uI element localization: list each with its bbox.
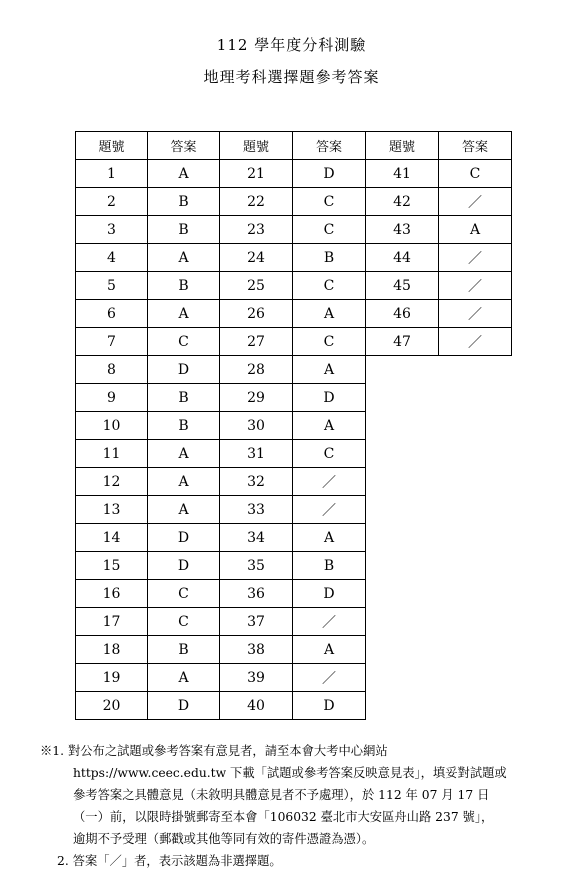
- answer-cell: ／: [439, 272, 512, 300]
- question-number-cell: 6: [76, 300, 148, 328]
- answer-cell: ／: [293, 664, 366, 692]
- question-number-cell: 9: [76, 384, 148, 412]
- answer-cell: A: [148, 664, 220, 692]
- question-number-cell: 5: [76, 272, 148, 300]
- notes-section: [40, 740, 550, 872]
- question-number-cell: 43: [366, 216, 439, 244]
- question-number-cell: 20: [76, 692, 148, 720]
- question-number-cell: 16: [76, 580, 148, 608]
- answer-cell: B: [148, 384, 220, 412]
- question-number-cell: 19: [76, 664, 148, 692]
- question-number-cell: 30: [220, 412, 293, 440]
- answer-cell: D: [148, 552, 220, 580]
- answer-cell: A: [148, 468, 220, 496]
- question-number-cell: 47: [366, 328, 439, 356]
- answer-cell: ／: [293, 496, 366, 524]
- answer-cell: C: [293, 272, 366, 300]
- answer-cell: A: [148, 160, 220, 188]
- table-row: [76, 272, 512, 300]
- answer-cell: D: [293, 384, 366, 412]
- question-number-cell: 28: [220, 356, 293, 384]
- note-1-line-2: https://www.ceec.edu.tw 下載「試題或參考答案反映意見表」，填妥對試題或: [73, 766, 507, 780]
- answer-cell: A: [293, 412, 366, 440]
- answer-cell: C: [148, 328, 220, 356]
- question-number-cell: 11: [76, 440, 148, 468]
- answer-cell: A: [148, 496, 220, 524]
- answer-cell: B: [148, 188, 220, 216]
- answer-cell: A: [293, 356, 366, 384]
- answer-cell: D: [148, 356, 220, 384]
- answer-cell: B: [293, 552, 366, 580]
- answer-cell: C: [148, 608, 220, 636]
- question-number-cell: 25: [220, 272, 293, 300]
- question-number-cell: 24: [220, 244, 293, 272]
- question-number-cell: 10: [76, 412, 148, 440]
- header-answer-col-3: 答案: [439, 132, 512, 160]
- answer-cell: C: [293, 440, 366, 468]
- header-answer-col-2: 答案: [293, 132, 366, 160]
- note-1-line-4: （一）前，以限時掛號郵寄至本會「106032 臺北市大安區舟山路 237 號」，: [73, 810, 494, 824]
- table-row: [76, 328, 512, 356]
- answer-cell: ／: [439, 188, 512, 216]
- answer-cell: A: [293, 524, 366, 552]
- question-number-cell: 46: [366, 300, 439, 328]
- question-number-cell: 29: [220, 384, 293, 412]
- header-answer-col-1: 答案: [148, 132, 220, 160]
- answer-cell: B: [293, 244, 366, 272]
- question-number-cell: 31: [220, 440, 293, 468]
- question-number-cell: 35: [220, 552, 293, 580]
- header-question-col-1: 題號: [76, 132, 148, 160]
- question-number-cell: 41: [366, 160, 439, 188]
- question-number-cell: 2: [76, 188, 148, 216]
- answer-cell: C: [293, 188, 366, 216]
- question-number-cell: 14: [76, 524, 148, 552]
- answer-cell: D: [148, 524, 220, 552]
- answer-cell: B: [148, 272, 220, 300]
- answer-cell: D: [148, 692, 220, 720]
- answer-cell: ／: [293, 608, 366, 636]
- note-1-line-1: ※1. 對公布之試題或參考答案有意見者，請至本會大考中心網站: [40, 744, 388, 758]
- question-number-cell: 37: [220, 608, 293, 636]
- note-1-line-3: 參考答案之具體意見（未敘明具體意見者不予處理），於 112 年 07 月 17 日: [73, 788, 490, 802]
- table-row: [76, 244, 512, 272]
- table-header-row: [76, 132, 512, 160]
- question-number-cell: 22: [220, 188, 293, 216]
- answer-cell: C: [148, 580, 220, 608]
- question-number-cell: 44: [366, 244, 439, 272]
- note-2: 2. 答案「／」者，表示該題為非選擇題。: [57, 854, 282, 868]
- question-number-cell: 32: [220, 468, 293, 496]
- answer-cell: C: [293, 216, 366, 244]
- answer-cell: D: [293, 160, 366, 188]
- answer-cell: B: [148, 636, 220, 664]
- header-question-col-3: 題號: [366, 132, 439, 160]
- table-row: [76, 216, 512, 244]
- question-number-cell: 7: [76, 328, 148, 356]
- answer-cell: A: [148, 440, 220, 468]
- answer-cell: ／: [293, 468, 366, 496]
- answer-cell: A: [293, 300, 366, 328]
- answer-cell: D: [293, 580, 366, 608]
- table-row: [76, 160, 512, 188]
- question-number-cell: 8: [76, 356, 148, 384]
- question-number-cell: 23: [220, 216, 293, 244]
- question-number-cell: 39: [220, 664, 293, 692]
- question-number-cell: 33: [220, 496, 293, 524]
- question-number-cell: 45: [366, 272, 439, 300]
- answer-cell: B: [148, 412, 220, 440]
- answer-cell: C: [439, 160, 512, 188]
- answer-cell: ／: [439, 300, 512, 328]
- page-subtitle: 地理考科選擇題參考答案: [203, 68, 380, 86]
- question-number-cell: 26: [220, 300, 293, 328]
- answer-cell: ／: [439, 328, 512, 356]
- answer-cell: A: [148, 300, 220, 328]
- question-number-cell: 27: [220, 328, 293, 356]
- table-row: [76, 356, 512, 384]
- table-row: [76, 188, 512, 216]
- answer-cell: A: [293, 636, 366, 664]
- answer-cell: ／: [439, 244, 512, 272]
- question-number-cell: 12: [76, 468, 148, 496]
- question-number-cell: 36: [220, 580, 293, 608]
- question-number-cell: 15: [76, 552, 148, 580]
- answer-cell: C: [293, 328, 366, 356]
- question-number-cell: 1: [76, 160, 148, 188]
- page-title: 112 學年度分科測驗: [216, 36, 367, 54]
- question-number-cell: 18: [76, 636, 148, 664]
- question-number-cell: 38: [220, 636, 293, 664]
- question-number-cell: 3: [76, 216, 148, 244]
- answer-cell: A: [148, 244, 220, 272]
- header-question-col-2: 題號: [220, 132, 293, 160]
- question-number-cell: 40: [220, 692, 293, 720]
- question-number-cell: 17: [76, 608, 148, 636]
- empty-area: [366, 356, 512, 720]
- question-number-cell: 4: [76, 244, 148, 272]
- question-number-cell: 34: [220, 524, 293, 552]
- answer-cell: B: [148, 216, 220, 244]
- question-number-cell: 21: [220, 160, 293, 188]
- answer-cell: D: [293, 692, 366, 720]
- answer-cell: A: [439, 216, 512, 244]
- question-number-cell: 42: [366, 188, 439, 216]
- table-row: [76, 300, 512, 328]
- question-number-cell: 13: [76, 496, 148, 524]
- note-1-line-5: 逾期不予受理（郵戳或其他等同有效的寄件憑證為憑）。: [73, 832, 375, 846]
- answer-table: [75, 131, 512, 720]
